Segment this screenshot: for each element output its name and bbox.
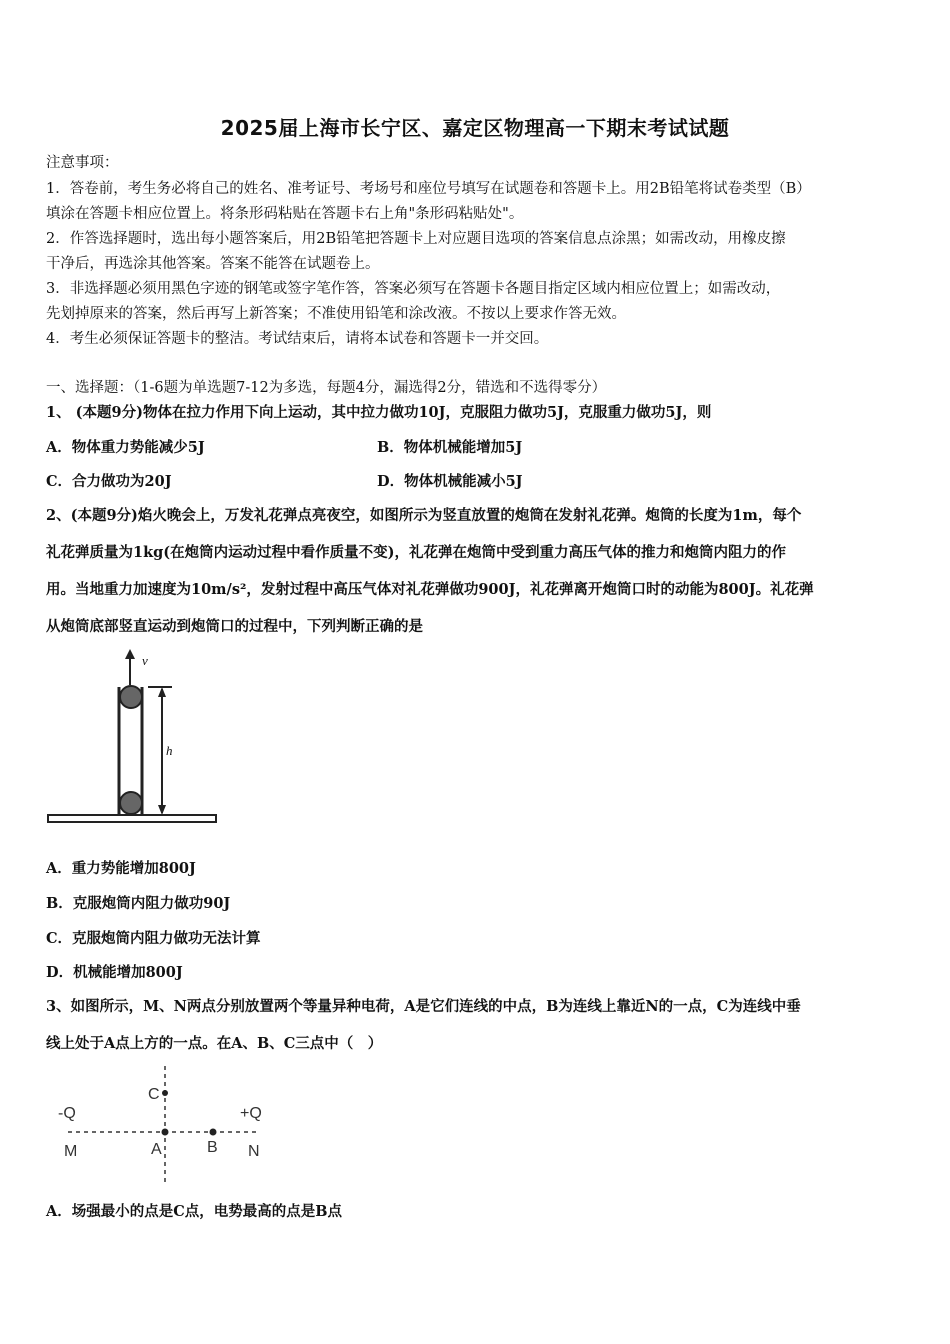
- cannon-figure: [44, 645, 224, 835]
- notice-line: 1．答卷前，考生务必将自己的姓名、准考证号、考场号和座位号填写在试题卷和答题卡上。用2B铅笔将试卷类型（B）: [46, 181, 811, 197]
- q3-option-a: A．场强最小的点是C点，电势最高的点是B点: [46, 1203, 343, 1220]
- q3-stem-line: 线上处于A点上方的一点。在A、B、C三点中（ ）: [46, 1035, 383, 1052]
- notice-line: 4．考生必须保证答题卡的整洁。考试结束后，请将本试卷和答题卡一并交回。: [46, 331, 549, 347]
- velocity-label: v: [142, 653, 148, 668]
- notice-line: 先划掉原来的答案，然后再写上新答案；不准使用铅笔和涂改液。不按以上要求作答无效。: [46, 306, 626, 322]
- q2-stem-line: 2、(本题9分)焰火晚会上，万发礼花弹点亮夜空，如图所示为竖直放置的炮筒在发射礼花弹。炮筒的长度为1m，每个: [46, 507, 802, 524]
- height-label: h: [166, 743, 173, 758]
- charges-figure: [52, 1062, 282, 1192]
- point-a-label: A: [151, 1141, 162, 1158]
- minus-q-label: -Q: [58, 1105, 76, 1122]
- q1-option-a: A．物体重力势能减少5J: [46, 439, 205, 456]
- q2-option-d: D．机械能增加800J: [46, 964, 183, 981]
- q1-option-c: C．合力做功为20J: [46, 473, 172, 490]
- q2-stem-line: 礼花弹质量为1kg(在炮筒内运动过程中看作质量不变)，礼花弹在炮筒中受到重力高压气体的推力和炮筒内阻力的作: [46, 544, 786, 561]
- notice-line: 2．作答选择题时，选出每小题答案后，用2B铅笔把答题卡上对应题目选项的答案信息点涂黑；如需改动，用橡皮擦: [46, 231, 786, 247]
- notice-line: 3．非选择题必须用黑色字迹的钢笔或签字笔作答，答案必须写在答题卡各题目指定区域内相应位置上；如需改动，: [46, 281, 781, 297]
- q2-stem-line: 用。当地重力加速度为10m/s²，发射过程中高压气体对礼花弹做功900J，礼花弹离开炮筒口时的动能为800J。礼花弹: [46, 581, 814, 598]
- point-m-label: M: [64, 1143, 78, 1160]
- q3-stem-line: 3、如图所示，M、N两点分别放置两个等量异种电荷，A是它们连线的中点，B为连线上靠近N的一点，C为连线中垂: [46, 998, 801, 1015]
- notice-heading: 注意事项：: [46, 155, 119, 171]
- q2-stem-line: 从炮筒底部竖直运动到炮筒口的过程中，下列判断正确的是: [46, 618, 423, 635]
- notice-line: 填涂在答题卡相应位置上。将条形码粘贴在答题卡右上角"条形码粘贴处"。: [46, 206, 524, 222]
- notice-line: 干净后，再选涂其他答案。答案不能答在试题卷上。: [46, 256, 380, 272]
- q2-option-a: A．重力势能增加800J: [46, 860, 196, 877]
- q2-option-b: B．克服炮筒内阻力做功90J: [46, 895, 231, 912]
- q1-option-d: D．物体机械能减小5J: [377, 473, 523, 490]
- point-b-label: B: [207, 1139, 218, 1156]
- plus-q-label: +Q: [240, 1105, 262, 1122]
- q1-option-b: B．物体机械能增加5J: [377, 439, 523, 456]
- q2-option-c: C．克服炮筒内阻力做功无法计算: [46, 930, 261, 947]
- point-c-label: C: [148, 1086, 160, 1103]
- q1-stem: 1、 (本题9分)物体在拉力作用下向上运动，其中拉力做功10J，克服阻力做功5J，克服重力做功5J，则: [46, 404, 712, 421]
- point-n-label: N: [248, 1143, 260, 1160]
- page-title: 2025届上海市长宁区、嘉定区物理高一下期末考试试题: [220, 116, 730, 140]
- section-heading: 一、选择题：（1-6题为单选题7-12为多选，每题4分，漏选得2分，错选和不选得零分）: [46, 380, 607, 396]
